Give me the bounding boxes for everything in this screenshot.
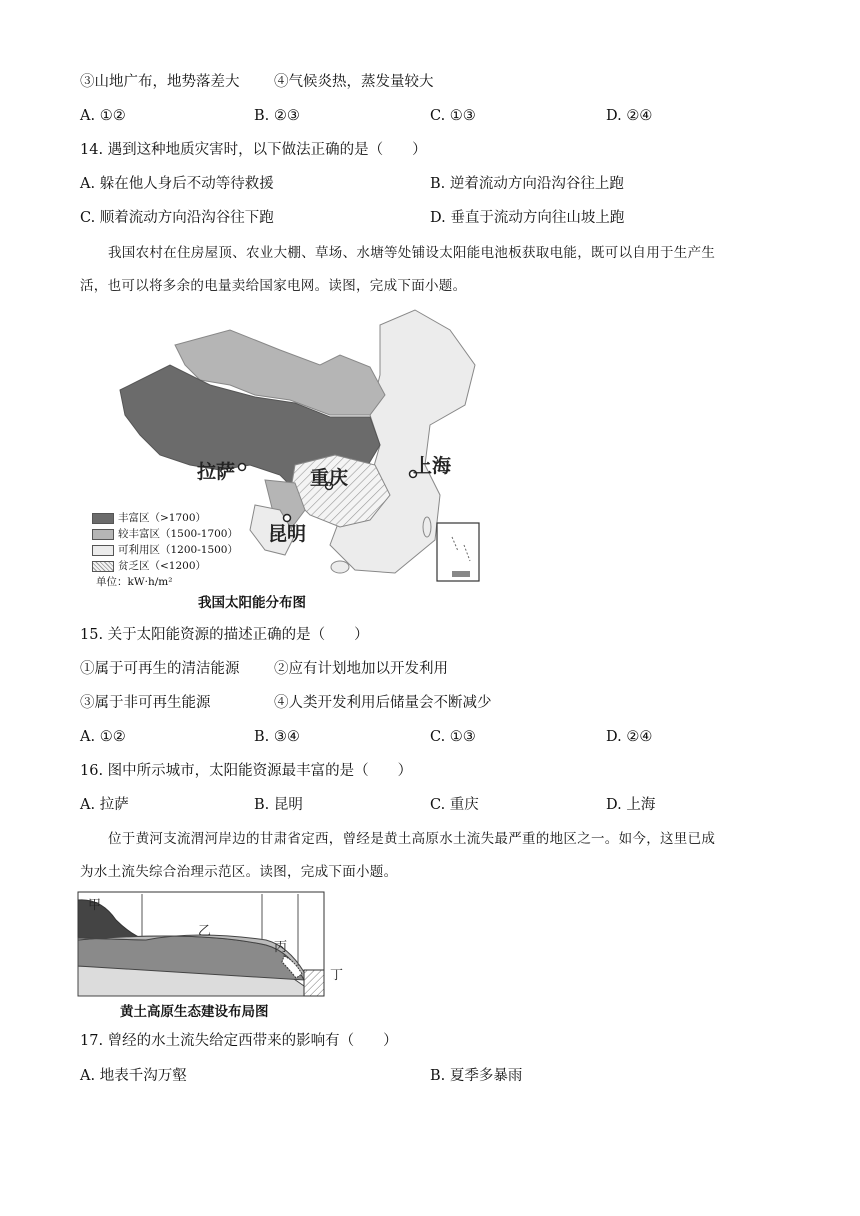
legend-row-poor (92, 558, 238, 574)
loess-diagram-caption: 黄土高原生态建设布局图 (120, 1004, 269, 1020)
q13-item-4: ④气候炎热，蒸发量较大 (274, 74, 434, 90)
legend-swatch-fairly-rich (92, 529, 114, 540)
q13-options (80, 106, 780, 126)
legend-label-poor: 贫乏区（<1200） (118, 560, 207, 572)
legend-swatch-poor (92, 561, 114, 572)
q14-stem: 14. 遇到这种地质灾害时，以下做法正确的是（ ） (80, 142, 427, 158)
q14-options-row1 (80, 174, 780, 194)
label-bing: 丙 (274, 940, 288, 955)
map-hainan-island (331, 561, 349, 573)
q13-item-3: ③山地广布，地势落差大 (80, 74, 240, 90)
legend-swatch-rich (92, 513, 114, 524)
label-shanghai: 上海 (413, 455, 452, 477)
solar-map-legend (92, 510, 238, 590)
q17-option-b[interactable]: B. 夏季多暴雨 (430, 1068, 523, 1084)
q16-option-c[interactable]: C. 重庆 (430, 797, 479, 813)
q15-item-4: ④人类开发利用后储量会不断减少 (274, 695, 492, 711)
q15-option-d[interactable]: D. ②④ (606, 729, 653, 745)
loess-diagram-figure (76, 890, 356, 1020)
q15-stem: 15. 关于太阳能资源的描述正确的是（ ） (80, 627, 369, 643)
q14-option-a[interactable]: A. 躲在他人身后不动等待救援 (80, 176, 274, 192)
passage1-line1: 我国农村在住房屋顶、农业大棚、草场、水塘等处铺设太阳能电池板获取电能，既可以自用于生产生 (108, 245, 716, 261)
legend-row-rich (92, 510, 238, 526)
solar-map-caption: 我国太阳能分布图 (198, 595, 306, 611)
passage1-line2: 活，也可以将多余的电量卖给国家电网。读图，完成下面小题。 (80, 278, 467, 294)
q14-option-d[interactable]: D. 垂直于流动方向往山坡上跑 (430, 210, 625, 226)
label-kunming: 昆明 (268, 523, 307, 545)
label-jia: 甲 (88, 898, 102, 913)
q15-items-row2 (80, 693, 780, 713)
q15-option-b[interactable]: B. ③④ (254, 729, 300, 745)
lhasa-marker (239, 464, 246, 471)
q14-option-b[interactable]: B. 逆着流动方向沿沟谷往上跑 (430, 176, 624, 192)
legend-unit: 单位：kW·h/m² (96, 576, 173, 588)
q17-stem: 17. 曾经的水土流失给定西带来的影响有（ ） (80, 1033, 398, 1049)
map-taiwan-island (423, 517, 431, 537)
legend-label-rich: 丰富区（>1700） (118, 512, 207, 524)
q13-option-b[interactable]: B. ②③ (254, 108, 300, 124)
q13-items-line (80, 72, 780, 92)
label-ding: 丁 (330, 968, 344, 983)
q16-option-a[interactable]: A. 拉萨 (80, 797, 129, 813)
passage2-line1: 位于黄河支流渭河岸边的甘肃省定西，曾经是黄土高原水土流失最严重的地区之一。如今，这里已成 (108, 831, 716, 847)
q15-item-1: ①属于可再生的清洁能源 (80, 661, 240, 677)
q15-items-row1 (80, 659, 780, 679)
q17-options (80, 1066, 780, 1086)
legend-swatch-usable (92, 545, 114, 556)
legend-label-fairly-rich: 较丰富区（1500-1700） (118, 528, 238, 540)
q13-option-d[interactable]: D. ②④ (606, 108, 653, 124)
legend-row-fairly-rich (92, 526, 238, 542)
label-yi: 乙 (198, 924, 212, 939)
q16-option-d[interactable]: D. 上海 (606, 797, 656, 813)
q13-option-a[interactable]: A. ①② (80, 108, 126, 124)
label-chongqing: 重庆 (310, 467, 349, 489)
label-lhasa: 拉萨 (197, 461, 236, 483)
q14-options-row2 (80, 208, 780, 228)
loess-diagram (76, 890, 356, 1000)
q15-options (80, 727, 780, 747)
q16-option-b[interactable]: B. 昆明 (254, 797, 303, 813)
legend-label-usable: 可利用区（1200-1500） (118, 544, 238, 556)
q15-item-3: ③属于非可再生能源 (80, 695, 211, 711)
q13-option-c[interactable]: C. ①③ (430, 108, 476, 124)
q15-option-a[interactable]: A. ①② (80, 729, 126, 745)
river-channel (304, 970, 324, 996)
passage2-line2: 为水土流失综合治理示范区。读图，完成下面小题。 (80, 864, 398, 880)
q14-option-c[interactable]: C. 顺着流动方向沿沟谷往下跑 (80, 210, 274, 226)
legend-row-usable (92, 542, 238, 558)
q16-stem: 16. 图中所示城市，太阳能资源最丰富的是（ ） (80, 763, 413, 779)
q15-item-2: ②应有计划地加以开发利用 (274, 661, 448, 677)
q17-option-a[interactable]: A. 地表千沟万壑 (80, 1068, 187, 1084)
q15-option-c[interactable]: C. ①③ (430, 729, 476, 745)
q16-options (80, 795, 780, 815)
